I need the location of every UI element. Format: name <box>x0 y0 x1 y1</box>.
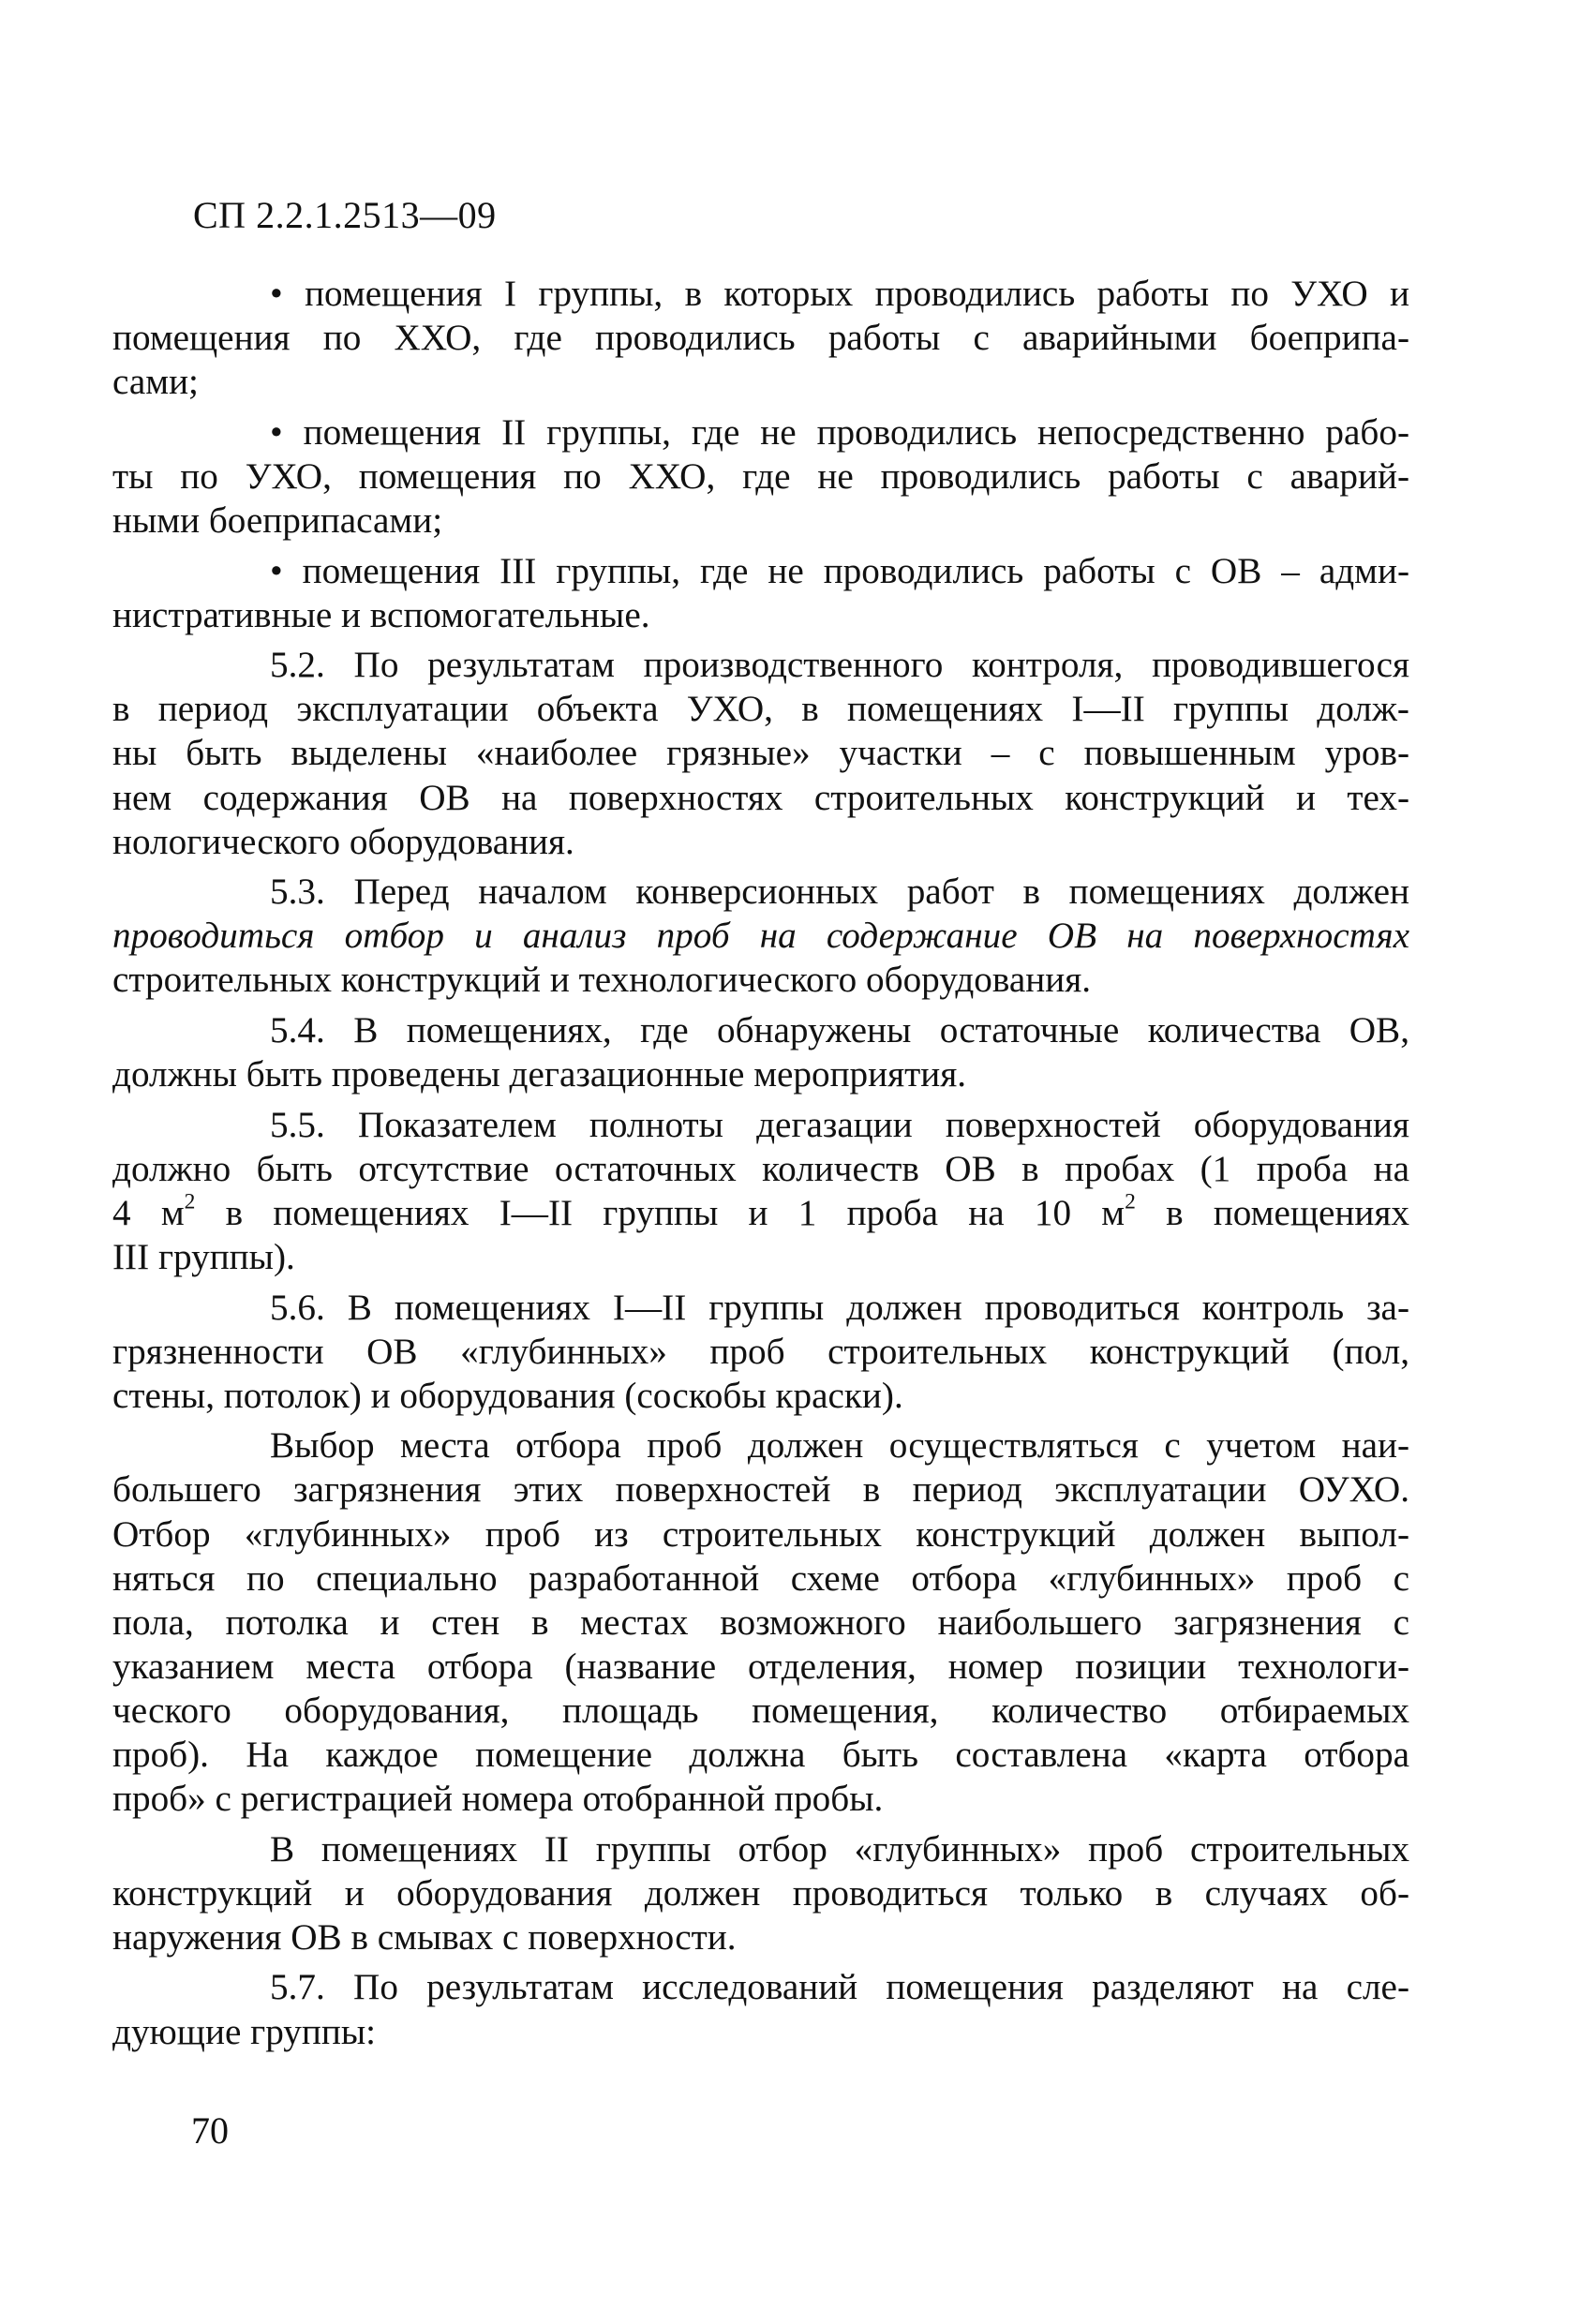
section-5-7 <box>112 1965 1409 2053</box>
text-line: няться по специально разработанной схеме отбора «глубинных» проб с <box>112 1557 1409 1599</box>
text-line: • помещения II группы, где не проводились непосредственно рабо- <box>270 411 1409 453</box>
text-fragment: в помещениях <box>1135 1192 1409 1233</box>
text-line: проб). На каждое помещение должна быть составлена «карта отбора <box>112 1735 1409 1775</box>
text-line: ны быть выделены «наиболее грязные» участки – с повышенным уров- <box>112 733 1409 774</box>
text-line: наружения ОВ в смывах с поверхности. <box>112 1916 737 1958</box>
text-line: • помещения III группы, где не проводились работы с ОВ – адми- <box>270 550 1409 591</box>
text-line: стены, потолок) и оборудования (соскобы краски). <box>112 1375 903 1416</box>
bullet-room-group-1 <box>112 272 1409 404</box>
text-line: нологического оборудования. <box>112 821 574 862</box>
text-line <box>112 1189 1409 1235</box>
text-line: • помещения I группы, в которых проводились работы по УХО и <box>270 274 1409 314</box>
text-fragment: 4 м <box>112 1192 185 1233</box>
text-line: большего загрязнения этих поверхностей в период эксплуатации ОУХО. <box>112 1469 1409 1511</box>
text-line: помещения по ХХО, где проводились работы с аварийными боеприпа- <box>112 318 1409 359</box>
text-line: III группы). <box>112 1236 295 1277</box>
page-number: 70 <box>191 2109 229 2152</box>
text-line <box>112 914 1409 958</box>
text-line: Отбор «глубинных» проб из строительных конструкций должен выпол- <box>112 1513 1409 1555</box>
text-line: строительных конструкций и технологического оборудования. <box>112 960 1092 1001</box>
text-line: ными боеприпасами; <box>112 499 443 541</box>
text-line: грязненности ОВ «глубинных» проб строительных конструкций (пол, <box>112 1331 1409 1372</box>
text-line: В помещениях II группы отбор «глубинных» проб строительных <box>270 1828 1409 1870</box>
document-code-header: СП 2.2.1.2513—09 <box>193 194 497 236</box>
bullet-room-group-3 <box>112 549 1409 637</box>
text-line: 5.2. По результатам производственного контроля, проводившегося <box>270 645 1409 686</box>
superscript: 2 <box>1125 1189 1136 1214</box>
section-5-6 <box>112 1286 1409 1418</box>
text-line: должно быть отсутствие остаточных количеств ОВ в пробах (1 проба на <box>112 1148 1409 1189</box>
text-line: 5.3. Перед началом конверсионных работ в помещениях должен <box>270 872 1409 913</box>
text-line: Выбор места отбора проб должен осуществляться с учетом наи- <box>270 1425 1409 1467</box>
text-line: 5.7. По результатам исследований помещения разделяют на сле- <box>270 1967 1409 2008</box>
text-line: 5.6. В помещениях I—II группы должен проводиться контроль за- <box>270 1287 1409 1328</box>
paragraph-sampling-site <box>112 1423 1409 1821</box>
text-line: в период эксплуатации объекта УХО, в помещениях I—II группы долж- <box>112 689 1409 730</box>
text-line: нистративные и вспомогательные. <box>112 594 650 635</box>
text-line: проб» с регистрацией номера отобранной пробы. <box>112 1779 884 1820</box>
text-line: ческого оборудования, площадь помещения, количество отбираемых <box>112 1690 1409 1731</box>
text-line: сами; <box>112 362 199 403</box>
italic-emphasis: проводиться отбор и анализ проб на содержание ОВ на поверхностях <box>112 916 1409 957</box>
paragraph-group-2-sampling <box>112 1827 1409 1959</box>
text-line: 5.5. Показателем полноты дегазации поверхностей оборудования <box>270 1104 1409 1145</box>
text-line: ты по УХО, помещения по ХХО, где не проводились работы с аварий- <box>112 455 1409 497</box>
text-line: пола, потолка и стен в местах возможного наибольшего загрязнения с <box>112 1601 1409 1643</box>
bullet-room-group-2 <box>112 410 1409 543</box>
section-5-5 <box>112 1103 1409 1279</box>
text-fragment: в помещениях I—II группы и 1 проба на 10 м <box>195 1192 1125 1233</box>
superscript: 2 <box>184 1189 196 1214</box>
text-line: нем содержания ОВ на поверхностях строительных конструкций и тех- <box>112 777 1409 818</box>
text-line: 5.4. В помещениях, где обнаружены остаточные количества ОВ, <box>270 1010 1409 1050</box>
text-line: дующие группы: <box>112 2011 377 2052</box>
text-line: конструкций и оборудования должен проводиться только в случаях об- <box>112 1872 1409 1914</box>
text-line: должны быть проведены дегазационные мероприятия. <box>112 1054 967 1095</box>
section-5-3 <box>112 870 1409 1002</box>
document-body <box>112 272 1409 2060</box>
section-5-4 <box>112 1008 1409 1096</box>
section-5-2 <box>112 643 1409 863</box>
text-line: указанием места отбора (название отделения, номер позиции технологи- <box>112 1646 1409 1687</box>
